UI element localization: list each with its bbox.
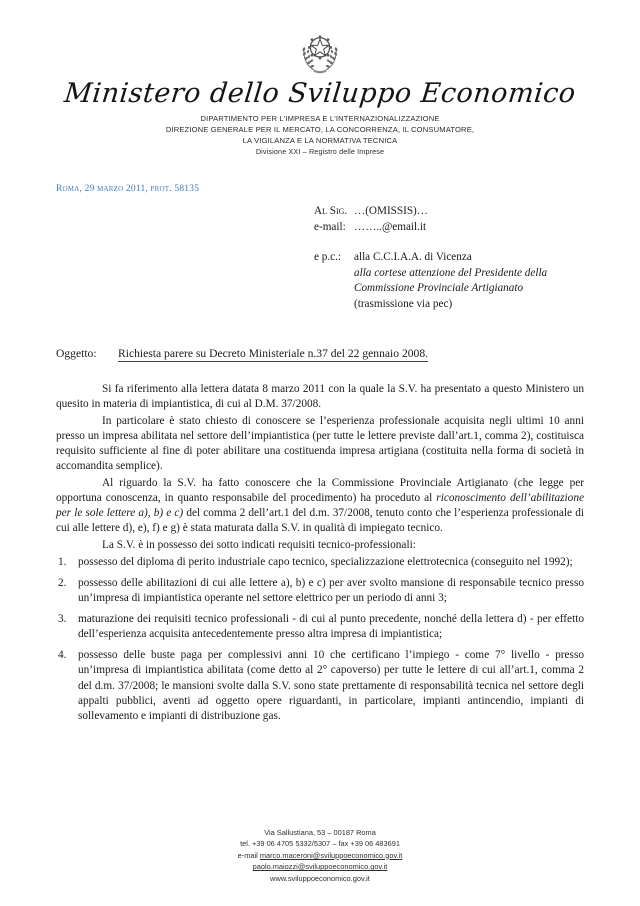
- footer-email-prefix: e-mail: [237, 850, 260, 860]
- email-label: e-mail:: [314, 220, 346, 233]
- body-paragraph-4: La S.V. è in possesso dei sotto indicati requisiti tecnico-professionali:: [102, 539, 416, 552]
- footer-email-row-2: [0, 861, 640, 872]
- body-paragraph-2: In particolare è stato chiesto di conoscere se l’esperienza professionale acquisita negli ultimi 10 anni presso un impresa abilitata nel settore dell’impiantistica (per tutte le lettere previste dall’art.1, comma 2), costituisca requisito sufficiente al fine di poter abilitare una costituenda impresa artigiana (costituita nella forma di società in accomandita semplice).: [56, 415, 584, 473]
- list-item-text: maturazione dei requisiti tecnico professionali - di cui al punto precedente, nonché della lettera d) - per effetto dell’esperienza acquisita antecedentemente presso altra impresa di impiantistica;: [78, 613, 584, 641]
- requirements-list: [56, 555, 584, 723]
- cc-value: alla C.C.I.A.A. di Vicenza: [354, 250, 472, 263]
- list-item: [56, 555, 584, 570]
- list-item: [56, 612, 584, 642]
- cc-label: e p.c.:: [314, 250, 342, 263]
- footer-website[interactable]: www.sviluppoeconomico.gov.it: [270, 873, 370, 883]
- list-item: [56, 648, 584, 723]
- subject-line: [56, 347, 584, 362]
- body-paragraph-1: Si fa riferimento alla lettera datata 8 marzo 2011 con la quale la S.V. ha presentato a questo Ministero un quesito in materia di impiantistica, di cui al D.M. 37/2008.: [56, 383, 584, 411]
- email-row: [314, 220, 584, 236]
- body-paragraph-3-part-1: Al riguardo la S.V. ha fatto conoscere che la Commissione Provinciale Artigianato (che legge per opportuna conoscenza, in quanto responsabile del procedimento) ha proceduto al: [56, 477, 584, 505]
- list-item-number: 4.: [58, 649, 67, 662]
- department-line-3: LA VIGILANZA E LA NORMATIVA TECNICA: [242, 136, 398, 146]
- cc-attention-line-1: alla cortese attenzione del Presidente della: [354, 266, 548, 279]
- cc-transmission-note: (trasmissione via pec): [354, 298, 453, 311]
- list-item-text: possesso delle abilitazioni di cui alle lettere a), b) e c) per aver svolto mansione di responsabile tecnico presso un’impresa di impiantistica operante nel settore elettrico per un periodo di anni 3;: [78, 577, 584, 605]
- recipient-label: Al Sig.: [314, 204, 348, 217]
- list-item: [56, 576, 584, 606]
- department-line-2: DIREZIONE GENERALE PER IL MERCATO, LA CONCORRENZA, IL CONSUMATORE,: [165, 125, 475, 135]
- body-paragraph-3-part-2: del comma 2 dell’art.1 del d.m. 37/2008, tenuto conto che l’esperienza professionale di cui alle lettere d), e), f) e g) è stata maturata dalla S.V. in qualità di impiegato tecnico.: [56, 507, 584, 535]
- page-footer: [0, 827, 640, 884]
- letter-body: [56, 382, 584, 553]
- list-item-number: 2.: [58, 577, 67, 590]
- letterhead: [56, 0, 584, 158]
- subject-text: Richiesta parere su Decreto Ministeriale n.37 del 22 gennaio 2008.: [118, 347, 429, 361]
- date-protocol-line: Roma, 29 marzo 2011, prot. 58135: [56, 183, 200, 194]
- footer-address: Via Sallustiana, 53 – 00187 Roma: [264, 827, 376, 837]
- list-item-text: possesso del diploma di perito industriale capo tecnico, specializzazione elettrotecnica (conseguito nel 1992);: [78, 556, 573, 569]
- department-line-1: DIPARTIMENTO PER L'IMPRESA E L'INTERNAZIONALIZZAZIONE: [200, 114, 440, 124]
- body-paragraph-3-italic: riconoscimento dell’abilitazione per le sole lettere a), b) e c): [56, 492, 584, 520]
- recipient-row: [314, 204, 584, 220]
- cc-attention-line-2: Commissione Provinciale Artigianato: [354, 282, 524, 295]
- footer-email-row-1: [0, 850, 640, 861]
- list-item-text: possesso delle buste paga per complessivi anni 10 che certificano l’impiego - come 7° livello - presso un’impresa di impiantistica abilitata (come detto al 2° capoverso) per tutte le lettere di cui all’art.1, comma 2 del d.m. 37/2008; le mansioni svolte dalla S.V. sono state prettamente di responsabilità tecnica nel settore degli appalti pubblici, aventi ad oggetto opere riguardanti, in particolare, impianti antincendio, impianti di sollevamento e impianti di distribuzione gas.: [78, 649, 584, 722]
- footer-phone: tel. +39 06 4705 5332/5307 – fax +39 06 483691: [240, 839, 400, 849]
- list-item-number: 3.: [58, 613, 67, 626]
- subject-label: Oggetto:: [56, 347, 97, 361]
- recipient-value: …(OMISSIS)…: [354, 204, 428, 217]
- footer-email-1[interactable]: marco.maceroni@sviluppoeconomico.gov.it: [259, 850, 403, 860]
- department-block: [56, 113, 584, 157]
- division-line: Divisione XXI – Registro delle Imprese: [255, 147, 385, 157]
- italian-republic-emblem-icon: [297, 26, 343, 78]
- email-value: ……..@email.it: [354, 220, 427, 233]
- list-item-number: 1.: [58, 556, 67, 569]
- footer-email-2[interactable]: paolo.maiozzi@sviluppoeconomico.gov.it: [252, 862, 388, 872]
- addressee-block: [314, 204, 584, 313]
- ministry-name: Ministero dello Sviluppo Economico: [62, 78, 578, 109]
- body-paragraph-3: [56, 476, 584, 536]
- cc-row: [314, 250, 584, 266]
- carbon-copy-block: [314, 250, 584, 314]
